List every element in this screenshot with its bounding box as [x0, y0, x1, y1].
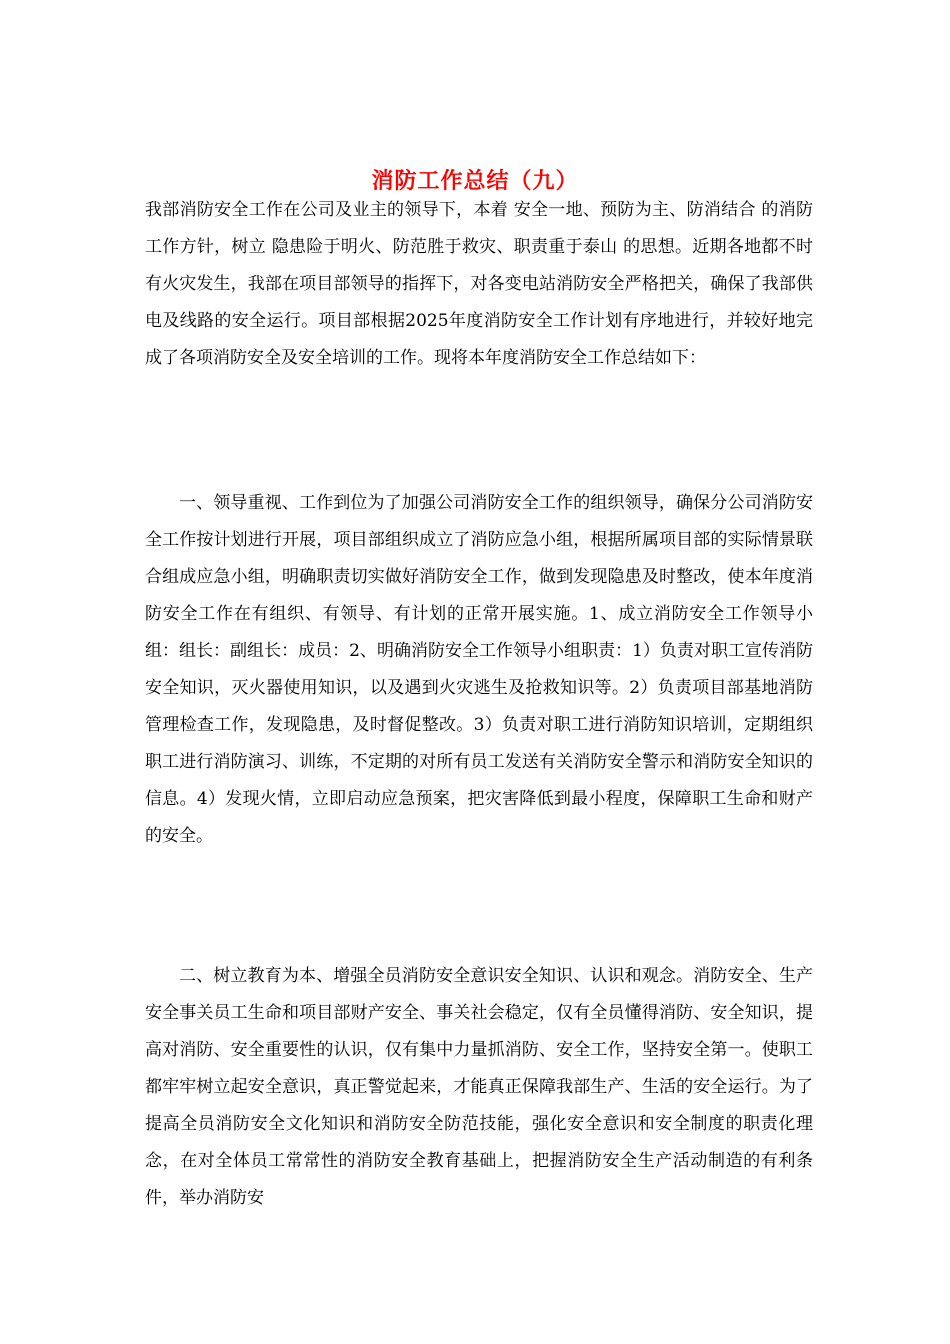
- section-one-paragraph: 一、领导重视、工作到位为了加强公司消防安全工作的组织领导，确保分公司消防安全工作按计划进行开展，项目部组织成立了消防应急小组，根据所属项目部的实际情景联合组成应急小组，明确职责切实做好消防安全工作，做到发现隐患及时整改，使本年度消防安全工作在有组织、有领导、有计划的正常开展实施。1、成立消防安全工作领导小组：组长：副组长：成员：2、明确消防安全工作领导小组职责：1）负责对职工宣传消防安全知识，灭火器使用知识，以及遇到火灾逃生及抢救知识等。2）负责项目部基地消防管理检查工作，发现隐患，及时督促整改。3）负责对职工进行消防知识培训，定期组织职工进行消防演习、训练，不定期的对所有员工发送有关消防安全警示和消防安全知识的信息。4）发现火情，立即启动应急预案，把灾害降低到最小程度，保障职工生命和财产的安全。: [145, 493, 813, 846]
- document-title: 消防工作总结（九）: [371, 167, 579, 194]
- intro-paragraph: 我部消防安全工作在公司及业主的领导下，本着 安全一地、预防为主、防消结合 的消防工作方针，树立 隐患险于明火、防范胜于救灾、职责重于泰山 的思想。近期各地都不时有火灾发生，我部在项目部领导的指挥下，对各变电站消防安全严格把关，确保了我部供电及线路的安全运行。项目部根据2025年度消防安全工作计划有序地进行，并较好地完成了各项消防安全及安全培训的工作。现将本年度消防安全工作总结如下：: [145, 200, 813, 368]
- section-two-paragraph: 二、树立教育为本、增强全员消防安全意识安全知识、认识和观念。消防安全、生产安全事关员工生命和项目部财产安全、事关社会稳定，仅有全员懂得消防、安全知识，提高对消防、安全重要性的认识，仅有集中力量抓消防、安全工作，坚持安全第一。使职工都牢牢树立起安全意识，真正警觉起来，才能真正保障我部生产、生活的安全运行。为了提高全员消防安全文化知识和消防安全防范技能，强化安全意识和安全制度的职责化理念，在对全体员工常常性的消防安全教育基础上，把握消防安全生产活动制造的有利条件，举办消防安: [145, 966, 813, 1208]
